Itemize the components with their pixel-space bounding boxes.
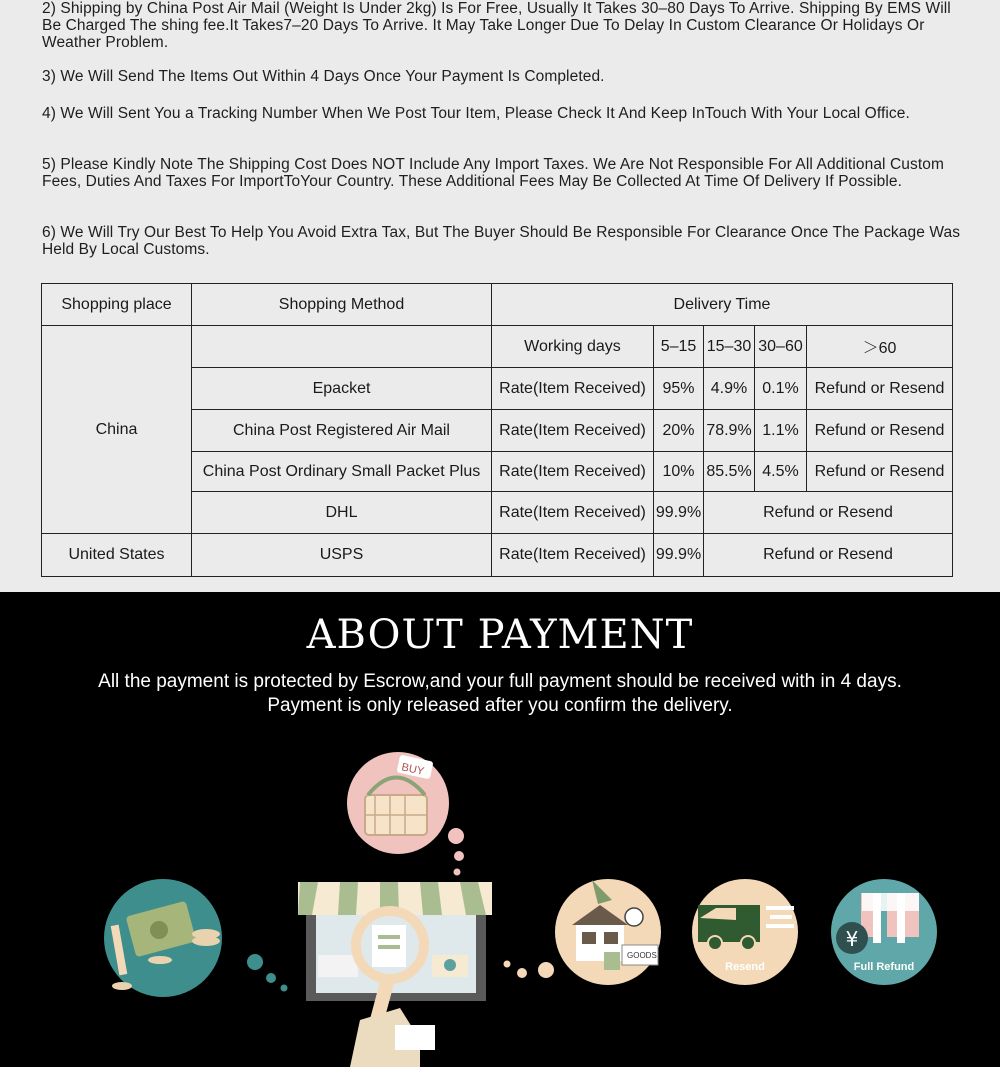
cell-value: Refund or Resend xyxy=(704,492,953,534)
money-icon xyxy=(104,879,222,997)
buy-basket-icon xyxy=(347,752,449,854)
payment-description xyxy=(0,670,1000,718)
cell-value: Refund or Resend xyxy=(807,368,953,410)
subheader-range: 15–30 xyxy=(704,326,755,368)
cell-value: Refund or Resend xyxy=(704,534,953,577)
shipping-term-5: 5) Please Kindly Note The Shipping Cost Does NOT Include Any Import Taxes. We Are Not Responsible For All Additional Custom Fees, Duties And Taxes For ImportToYour Country. These Additional Fees May Be Collected At Time Of Delivery If Possible. xyxy=(42,156,944,190)
cell-empty xyxy=(192,326,492,368)
subheader-working-days: Working days xyxy=(492,326,654,368)
subheader-range: ＞60 xyxy=(807,326,953,368)
cell-place-china: China xyxy=(42,326,192,534)
cell-value: 0.1% xyxy=(755,368,807,410)
table-row xyxy=(42,534,953,577)
delivery-time-table xyxy=(41,283,953,577)
header-shopping-place: Shopping place xyxy=(42,284,192,326)
cell-method: China Post Registered Air Mail xyxy=(192,410,492,452)
cell-value: 1.1% xyxy=(755,410,807,452)
delivery-house-icon xyxy=(555,879,661,985)
cell-value: 99.9% xyxy=(654,492,704,534)
cell-value: 4.9% xyxy=(704,368,755,410)
cell-rate-label: Rate(Item Received) xyxy=(492,452,654,492)
yen-symbol: ¥ xyxy=(845,927,859,951)
cell-value: 99.9% xyxy=(654,534,704,577)
cell-rate-label: Rate(Item Received) xyxy=(492,368,654,410)
cell-rate-label: Rate(Item Received) xyxy=(492,492,654,534)
buy-tag-label: BUY xyxy=(400,761,426,778)
goods-label: GOODS xyxy=(627,951,657,960)
cell-method: China Post Ordinary Small Packet Plus xyxy=(192,452,492,492)
cell-rate-label: Rate(Item Received) xyxy=(492,534,654,577)
cell-method: Epacket xyxy=(192,368,492,410)
cell-value: 4.5% xyxy=(755,452,807,492)
full-refund-label: Full Refund xyxy=(853,961,915,973)
shipping-term-4: 4) We Will Sent You a Tracking Number When We Post Tour Item, Please Check It And Keep InTouch With Your Local Office. xyxy=(42,105,910,122)
cell-value: 20% xyxy=(654,410,704,452)
cell-rate-label: Rate(Item Received) xyxy=(492,410,654,452)
online-shop-icon xyxy=(298,882,492,1067)
payment-line-1: All the payment is protected by Escrow,and your full payment should be received with in 4 days. xyxy=(98,671,902,692)
payment-title: ABOUT PAYMENT xyxy=(306,612,694,658)
subheader-range: 5–15 xyxy=(654,326,704,368)
cell-method: DHL xyxy=(192,492,492,534)
payment-process-illustration xyxy=(0,740,1000,1067)
subheader-range: 30–60 xyxy=(755,326,807,368)
cell-value: 78.9% xyxy=(704,410,755,452)
header-delivery-time: Delivery Time xyxy=(492,284,953,326)
shipping-term-3: 3) We Will Send The Items Out Within 4 Days Once Your Payment Is Completed. xyxy=(42,68,605,85)
header-shopping-method: Shopping Method xyxy=(192,284,492,326)
full-refund-icon xyxy=(831,879,937,985)
cell-value: 10% xyxy=(654,452,704,492)
resend-label: Resend xyxy=(725,961,765,973)
cell-value: Refund or Resend xyxy=(807,452,953,492)
cell-place-united-states: United States xyxy=(42,534,192,577)
cell-value: 85.5% xyxy=(704,452,755,492)
payment-line-2: Payment is only released after you confirm the delivery. xyxy=(267,695,733,716)
cell-method: USPS xyxy=(192,534,492,577)
shipping-term-2: 2) Shipping by China Post Air Mail (Weight Is Under 2kg) Is For Free, Usually It Takes 30–80 Days To Arrive. Shipping By EMS Will Be Charged The shing fee.It Takes7–20 Days To Arrive. It May Take Longer Due To Delay In Custom Clearance Or Holidays Or Weather Problem. xyxy=(42,0,951,51)
cell-value: Refund or Resend xyxy=(807,410,953,452)
resend-van-icon xyxy=(692,879,798,985)
cell-value: 95% xyxy=(654,368,704,410)
shipping-term-6: 6) We Will Try Our Best To Help You Avoid Extra Tax, But The Buyer Should Be Responsible For Clearance Once The Package Was Held By Local Customs. xyxy=(42,224,961,258)
